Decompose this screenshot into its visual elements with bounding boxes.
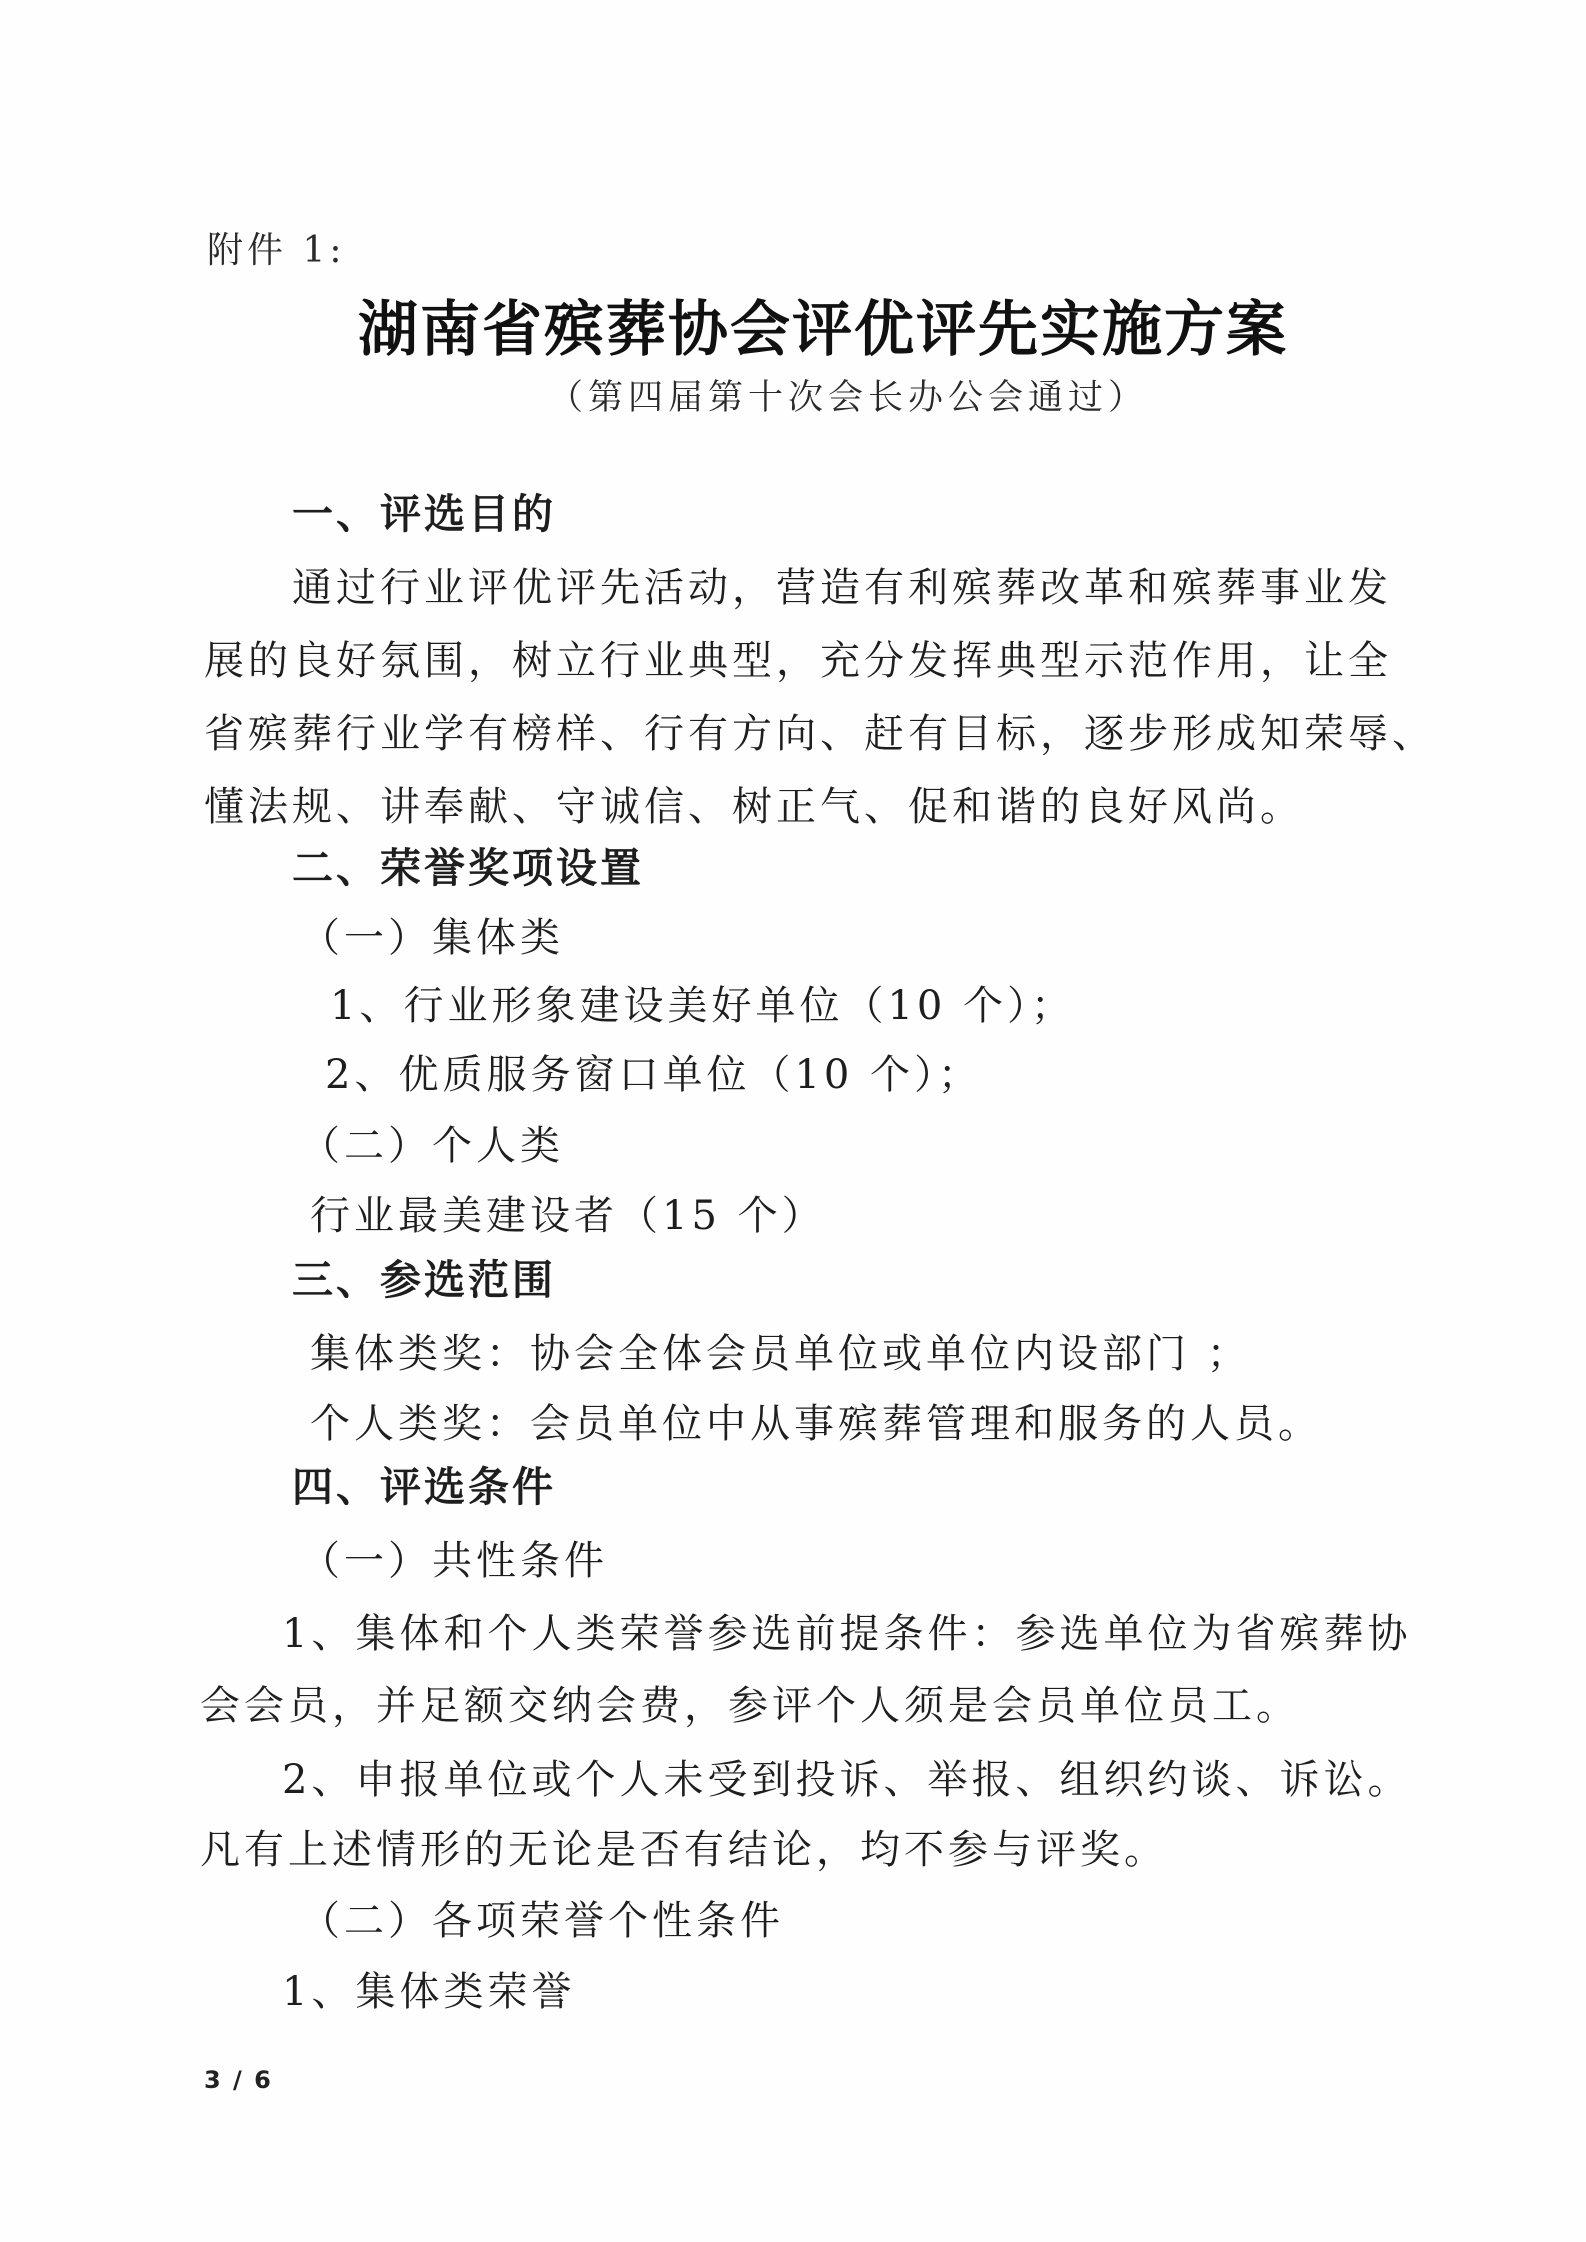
body-line: 会会员，并足额交纳会费，参评个人须是会员单位员工。 — [200, 1683, 1300, 1729]
section-heading-awards: 二、荣誉奖项设置 — [292, 844, 644, 892]
attachment-label: 附件 1: — [207, 230, 346, 271]
body-line: 省殡葬行业学有榜样、行有方向、赶有目标，逐步形成知荣辱、 — [204, 711, 1436, 757]
document-subtitle: （第四届第十次会长办公会通过） — [547, 378, 1148, 418]
page-number: 3 / 6 — [204, 2066, 273, 2094]
body-line: 凡有上述情形的无论是否有结论，均不参与评奖。 — [200, 1827, 1168, 1873]
subsection-heading: （一）共性条件 — [300, 1538, 608, 1584]
body-line: 2、申报单位或个人未受到投诉、举报、组织约谈、诉讼。 — [282, 1757, 1412, 1803]
subsection-heading: （二）个人类 — [300, 1123, 564, 1169]
body-line: 懂法规、讲奉献、守诚信、树正气、促和谐的良好风尚。 — [204, 784, 1304, 830]
document-title: 湖南省殡葬协会评优评先实施方案 — [358, 295, 1288, 365]
subsection-heading: （二）各项荣誉个性条件 — [300, 1898, 784, 1944]
body-line: 1、集体和个人类荣誉参选前提条件：参选单位为省殡葬协 — [282, 1611, 1412, 1657]
body-line: 1、集体类荣誉 — [282, 1969, 576, 2015]
body-line: 通过行业评优评先活动，营造有利殡葬改革和殡葬事业发 — [292, 565, 1392, 611]
section-heading-criteria: 四、评选条件 — [292, 1463, 556, 1511]
list-item: 行业最美建设者（15 个） — [310, 1193, 826, 1239]
section-heading-scope: 三、参选范围 — [292, 1256, 556, 1304]
list-item: 2、优质服务窗口单位（10 个）； — [325, 1052, 983, 1098]
list-item: 1、行业形象建设美好单位（10 个）； — [330, 983, 1076, 1029]
subsection-heading: （一）集体类 — [300, 915, 564, 961]
body-line: 展的良好氛围，树立行业典型，充分发挥典型示范作用，让全 — [204, 638, 1392, 684]
body-line: 集体类奖：协会全体会员单位或单位内设部门 ； — [310, 1331, 1251, 1377]
section-heading-purpose: 一、评选目的 — [292, 490, 556, 538]
body-line: 个人类奖：会员单位中从事殡葬管理和服务的人员。 — [310, 1401, 1322, 1447]
